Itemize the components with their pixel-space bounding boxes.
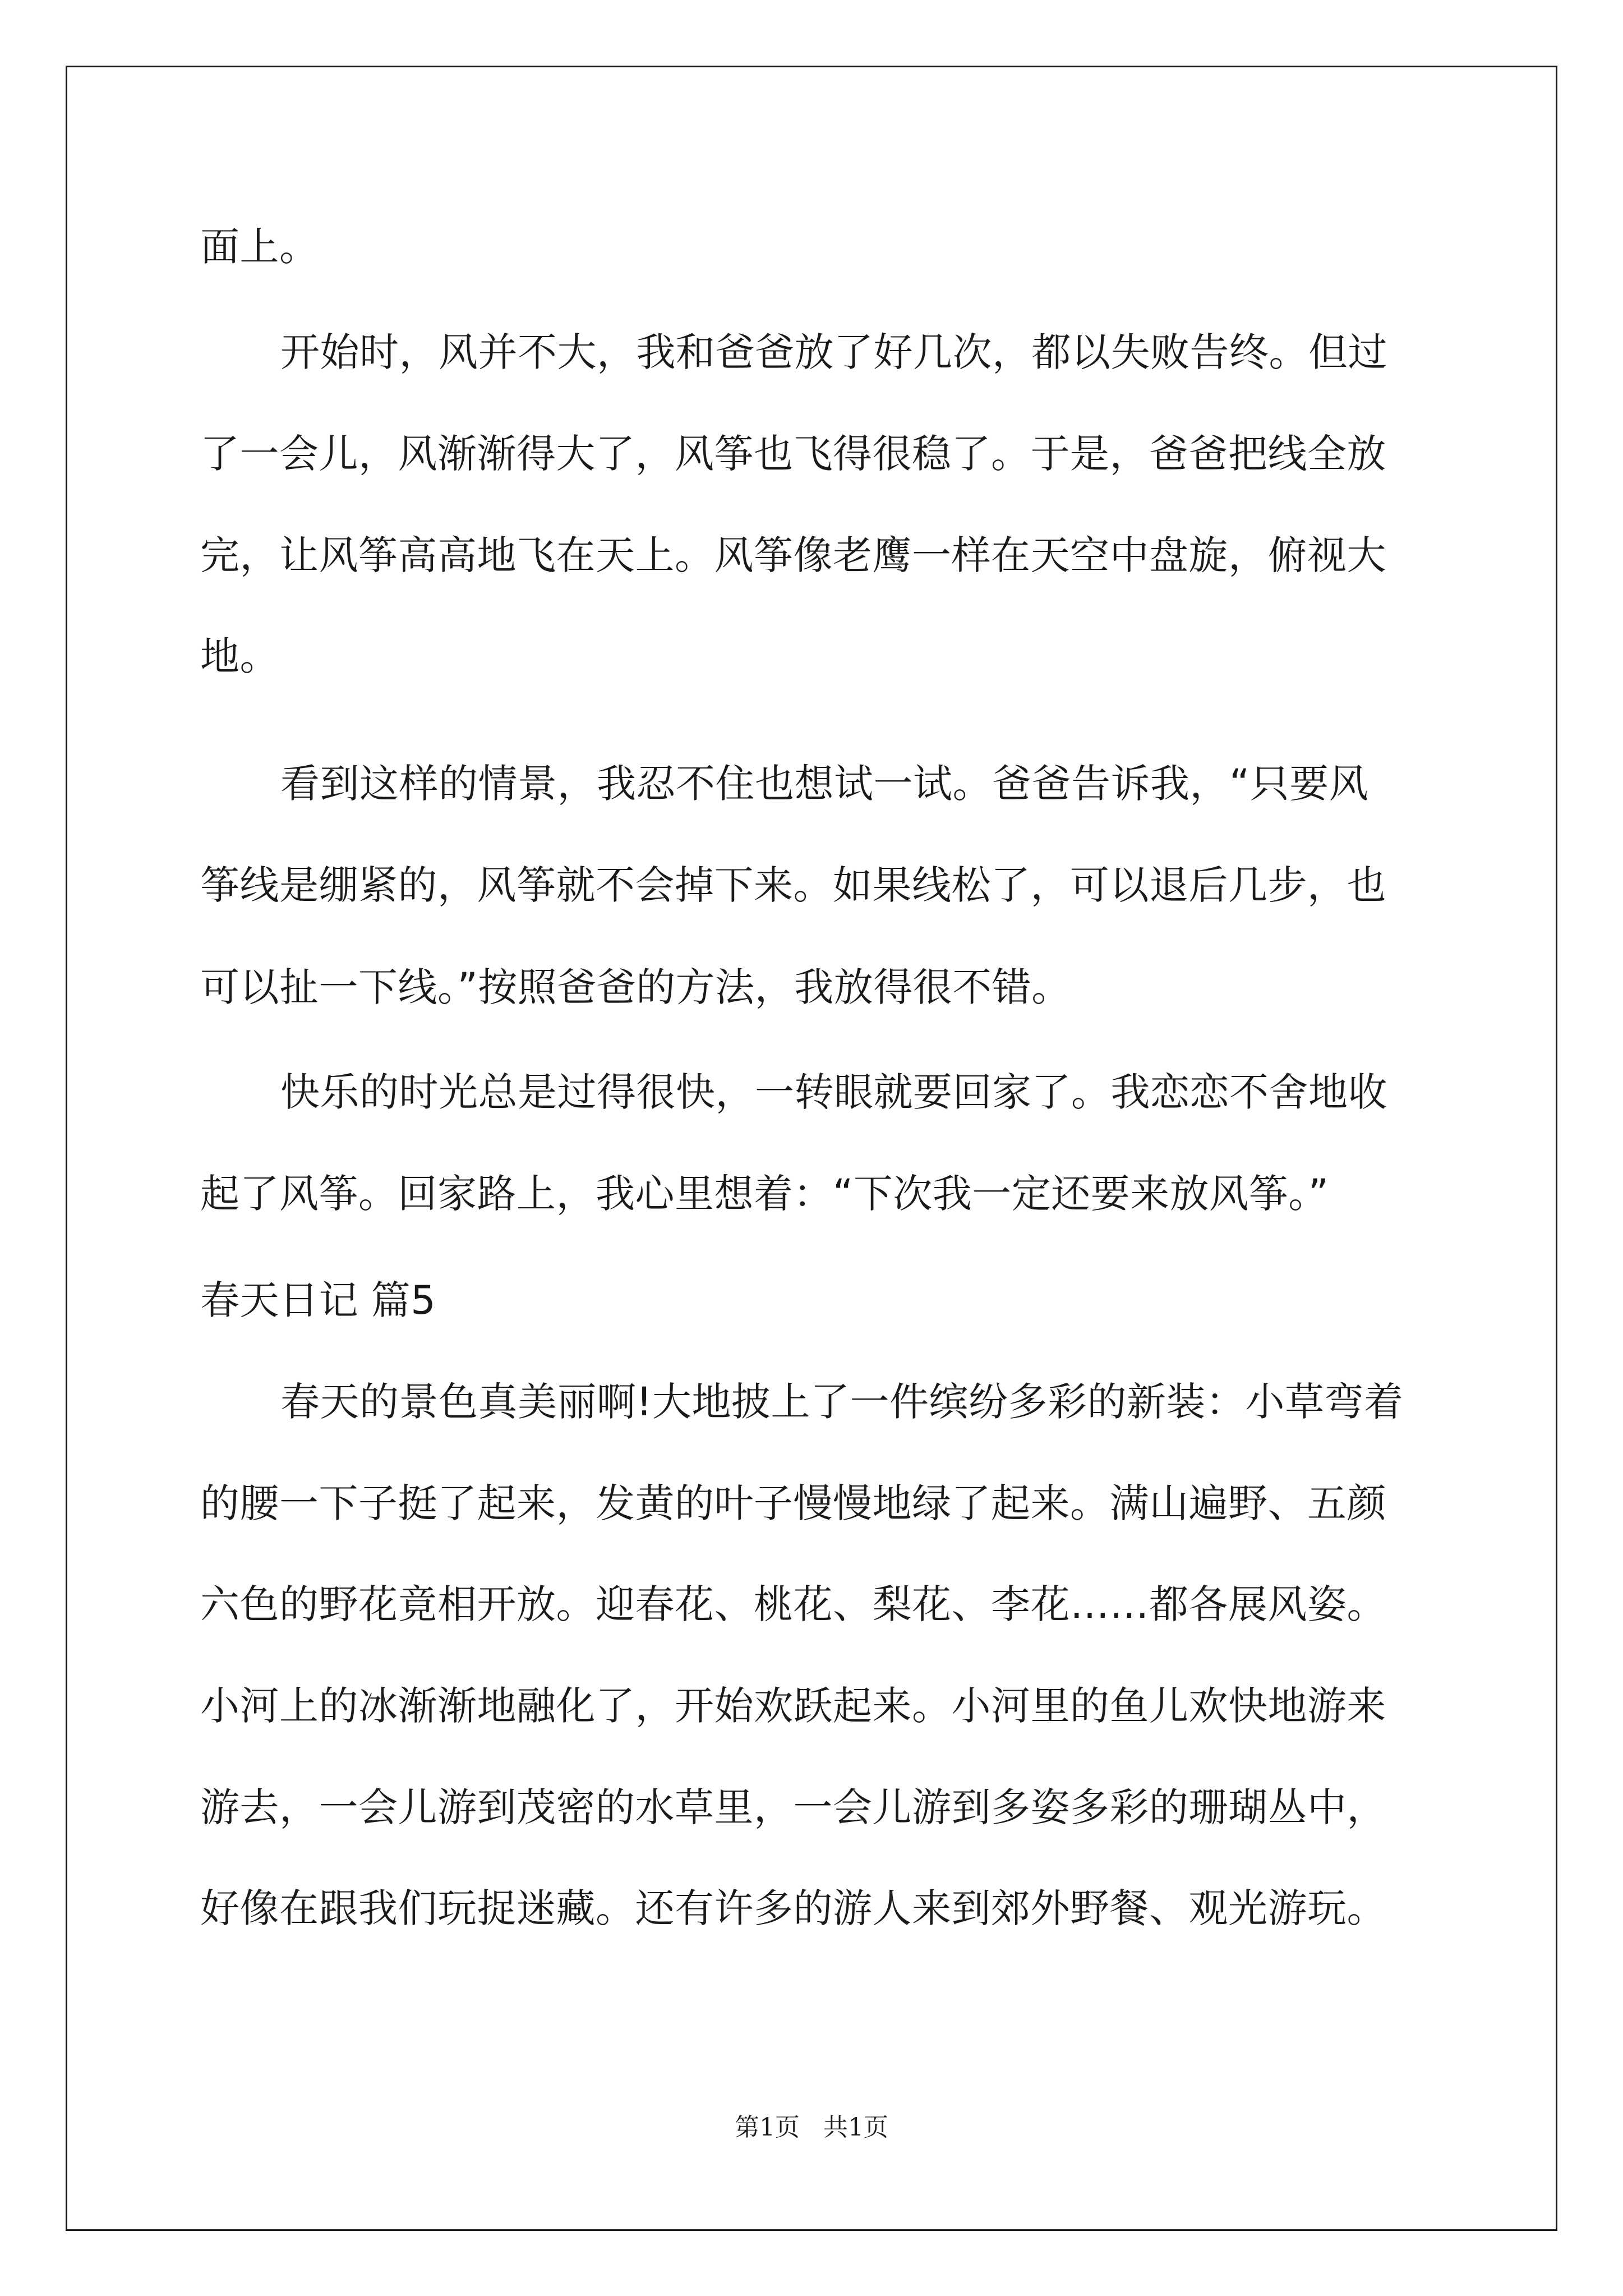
text-line: 六色的野花竟相开放。迎春花、桃花、梨花、李花……都各展风姿。	[200, 1581, 1386, 1627]
text-line: 好像在跟我们玩捉迷藏。还有许多的游人来到郊外野餐、观光游玩。	[200, 1885, 1386, 1931]
paragraph-start-line: 春天的景色真美丽啊!大地披上了一件缤纷多彩的新装：小草弯着	[280, 1379, 1404, 1425]
paragraph-start-line: 快乐的时光总是过得很快，一转眼就要回家了。我恋恋不舍地收	[280, 1069, 1387, 1115]
text-line: 了一会儿，风渐渐得大了，风筝也飞得很稳了。于是，爸爸把线全放	[200, 431, 1386, 477]
text-line: 起了风筝。回家路上，我心里想着：“下次我一定还要来放风筝。”	[200, 1171, 1329, 1217]
text-line: 的腰一下子挺了起来，发黄的叶子慢慢地绿了起来。满山遍野、五颜	[200, 1480, 1386, 1526]
paragraph-start-line: 看到这样的情景，我忍不住也想试一试。爸爸告诉我，“只要风	[280, 761, 1369, 807]
paragraph-start-line: 开始时，风并不大，我和爸爸放了好几次，都以失败告终。但过	[280, 329, 1387, 375]
page-footer: 第1页 共1页	[735, 2113, 888, 2142]
text-line: 筝线是绷紧的，风筝就不会掉下来。如果线松了，可以退后几步，也	[200, 862, 1386, 908]
text-line: 可以扯一下线。”按照爸爸的方法，我放得很不错。	[200, 964, 1071, 1010]
text-line: 完，让风筝高高地飞在天上。风筝像老鹰一样在天空中盘旋，俯视大	[200, 532, 1386, 578]
section-heading: 春天日记 篇5	[200, 1277, 436, 1323]
text-line: 小河上的冰渐渐地融化了，开始欢跃起来。小河里的鱼儿欢快地游来	[200, 1683, 1386, 1729]
text-line: 面上。	[200, 224, 319, 270]
text-line: 地。	[200, 633, 279, 679]
text-line: 游去，一会儿游到茂密的水草里，一会儿游到多姿多彩的珊瑚丛中，	[200, 1784, 1386, 1830]
